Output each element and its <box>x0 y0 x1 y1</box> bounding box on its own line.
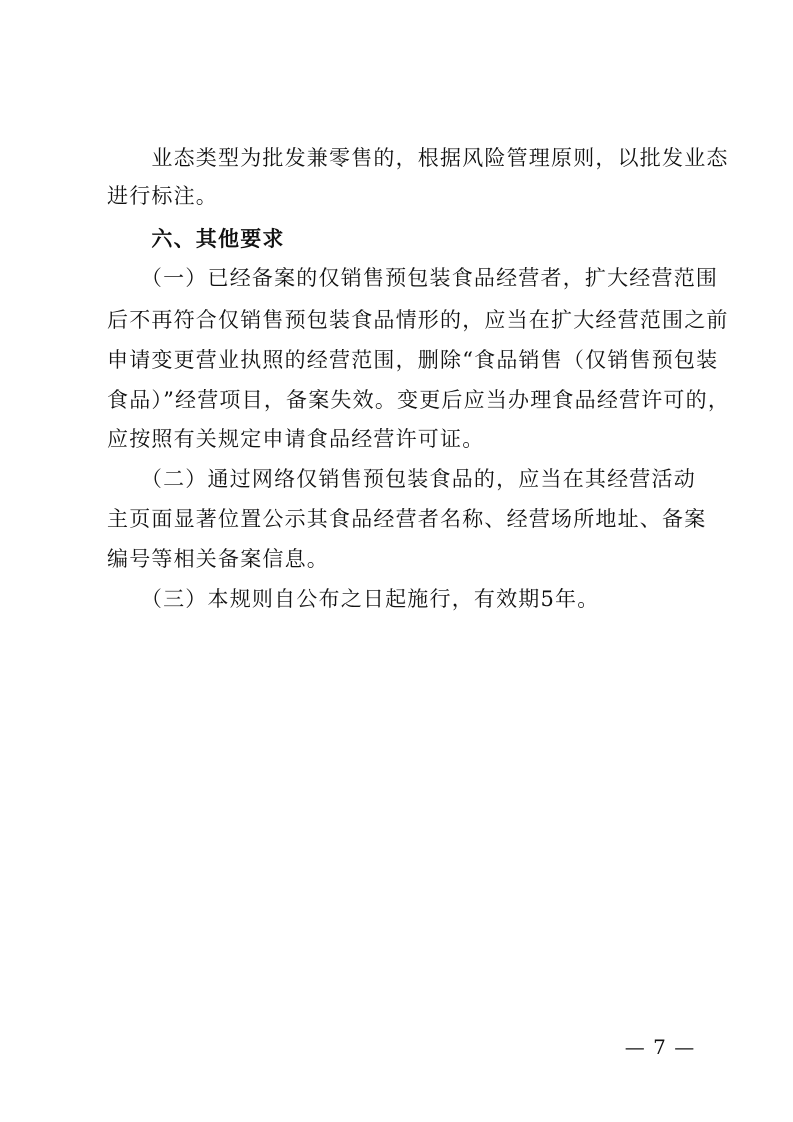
paragraph-line-11: 编号等相关备案信息。 <box>107 547 329 571</box>
paragraph-line-8: 应按照有关规定申请食品经营许可证。 <box>107 427 485 451</box>
paragraph-line-9: （二）通过网络仅销售预包装食品的，应当在其经营活动 <box>107 467 696 491</box>
paragraph-line-1: 业态类型为批发兼零售的，根据风险管理原则，以批发业态 <box>107 146 729 170</box>
section-heading: 六、其他要求 <box>107 227 285 251</box>
paragraph-line-12: （三）本规则自公布之日起施行，有效期5年。 <box>107 587 600 611</box>
paragraph-line-6: 申请变更营业执照的经营范围，删除“食品销售（仅销售预包装 <box>107 348 719 372</box>
page-number: — 7 — <box>624 1035 696 1059</box>
paragraph-line-4: （一）已经备案的仅销售预包装食品经营者，扩大经营范围 <box>107 266 719 290</box>
paragraph-line-2: 进行标注。 <box>107 184 218 208</box>
paragraph-line-10: 主页面显著位置公示其食品经营者名称、经营场所地址、备案 <box>107 507 707 531</box>
paragraph-line-7: 食品）”经营项目，备案失效。变更后应当办理食品经营许可的， <box>107 388 731 412</box>
paragraph-line-5: 后不再符合仅销售预包装食品情形的，应当在扩大经营范围之前 <box>107 308 729 332</box>
